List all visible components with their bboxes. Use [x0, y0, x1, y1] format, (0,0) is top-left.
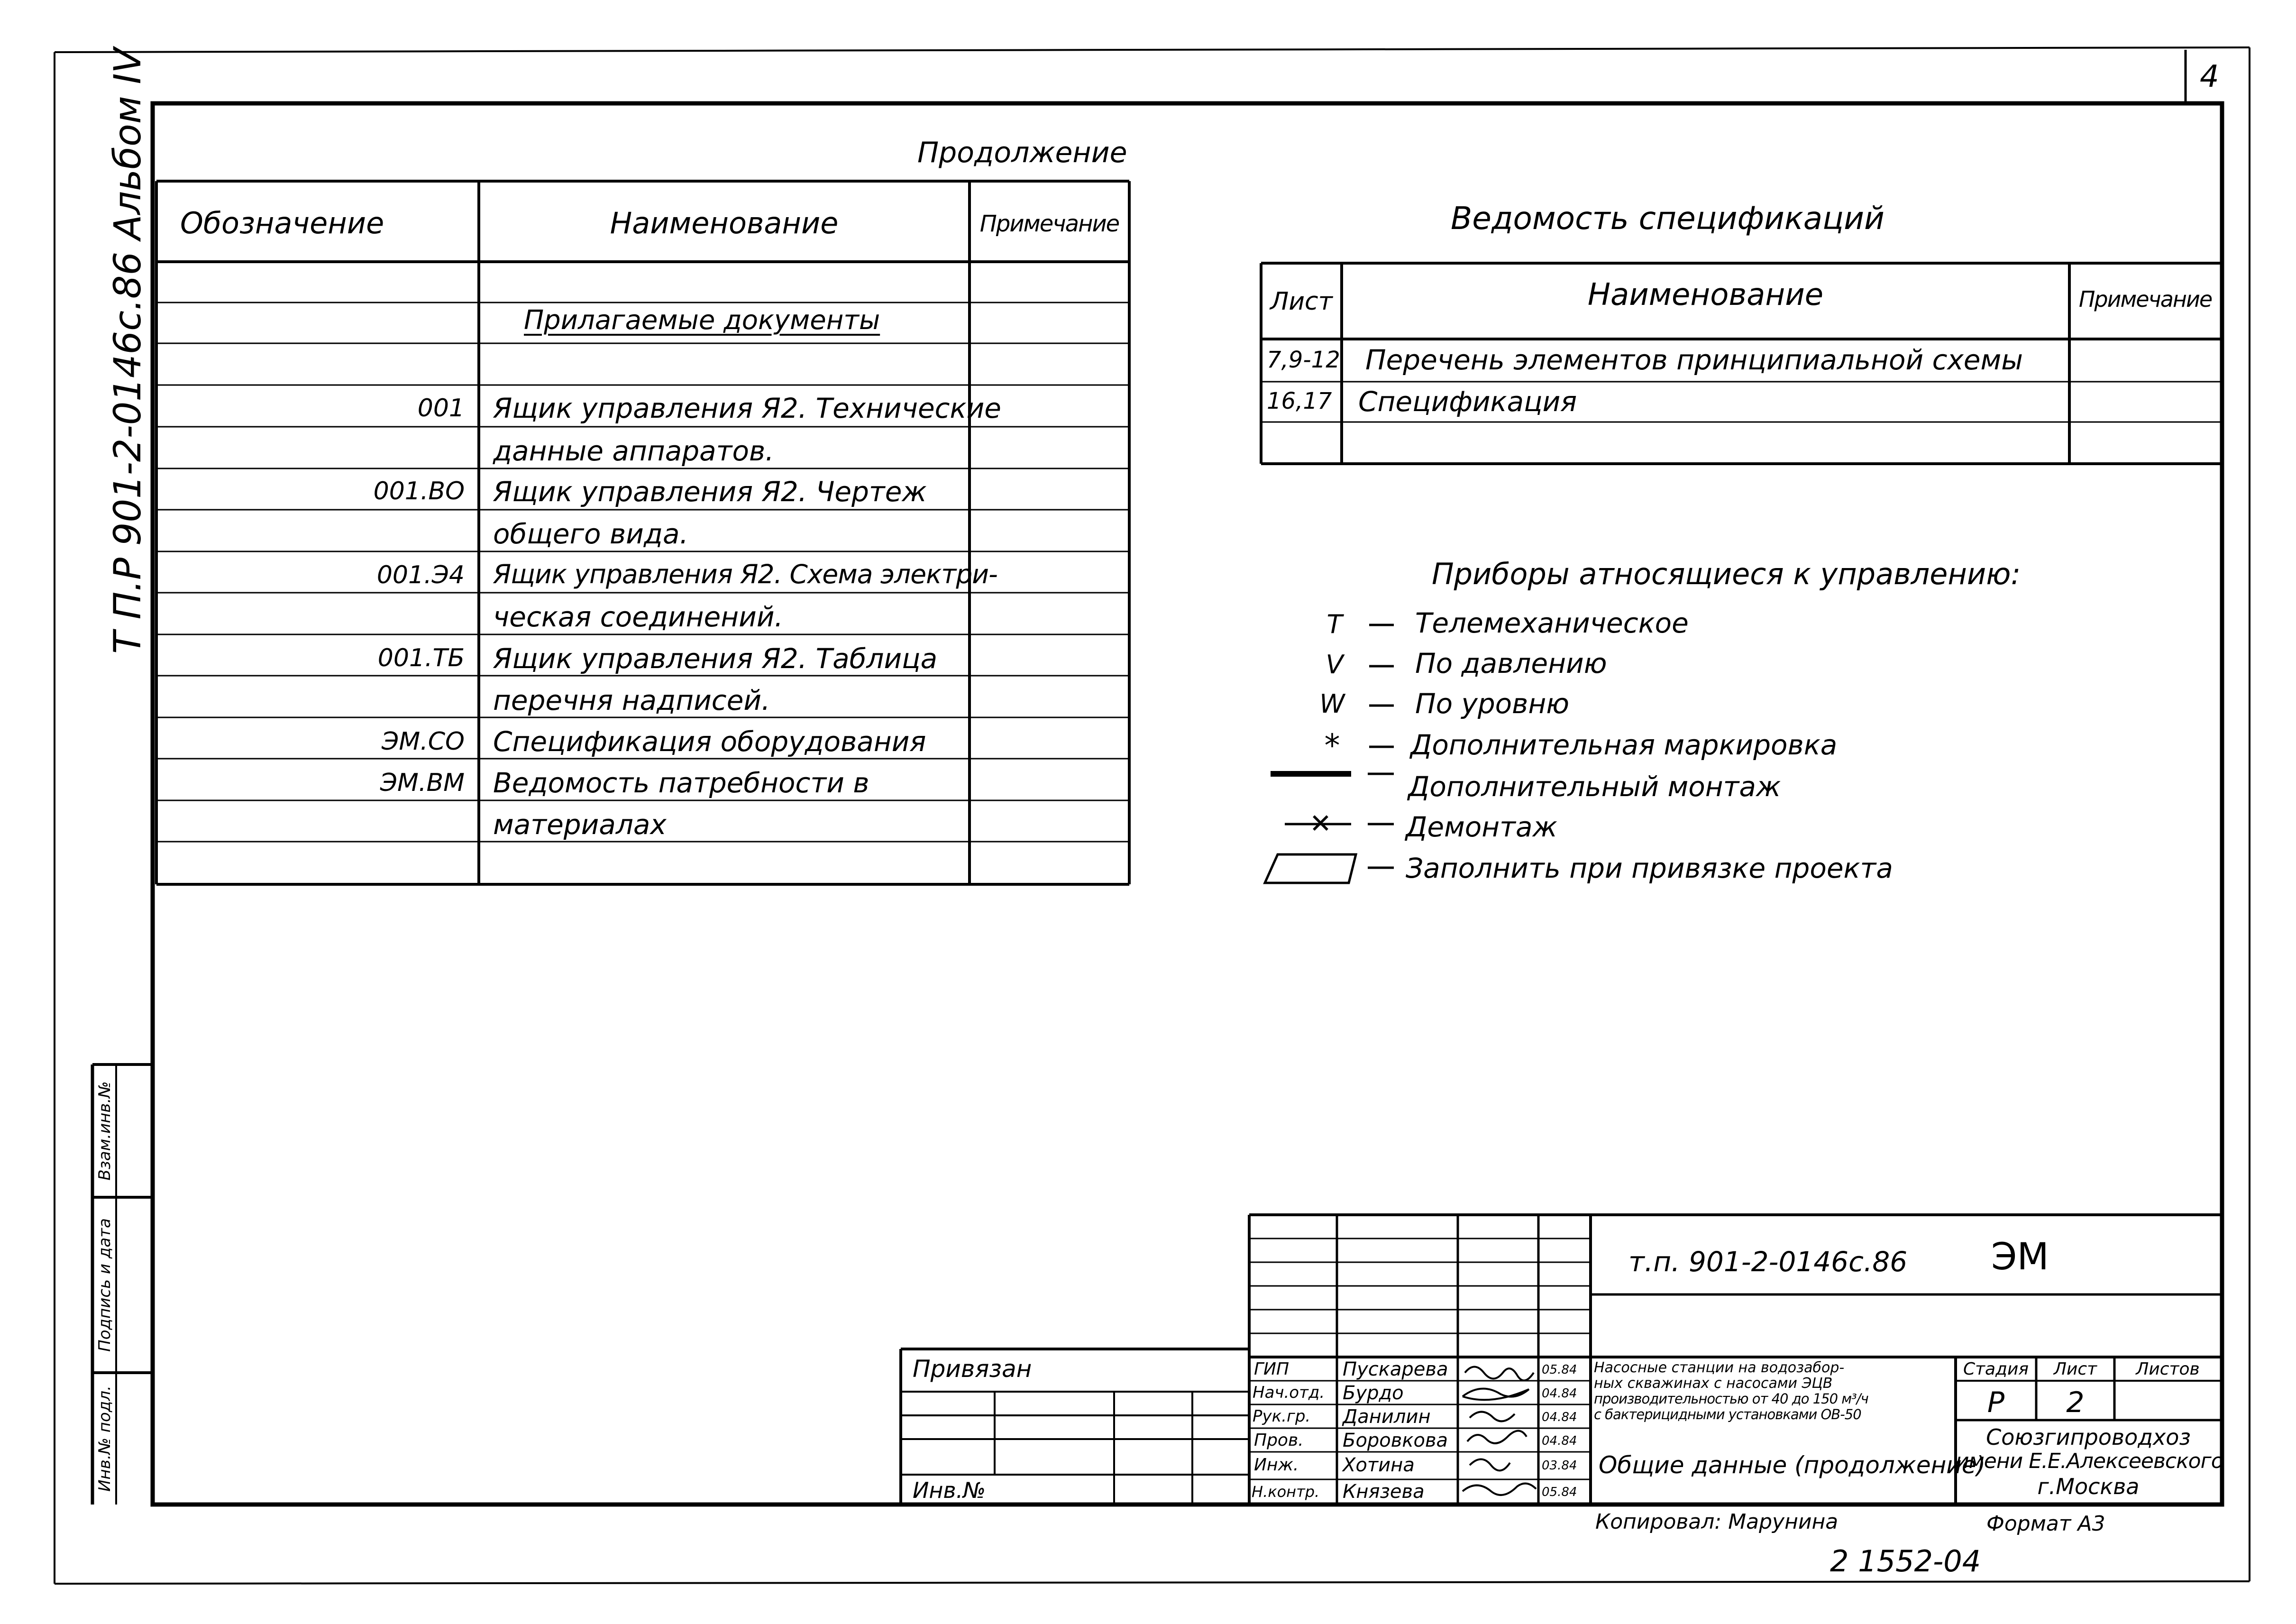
- spec-row-sheet: 16,17: [1267, 388, 1332, 414]
- role-label: Рук.гр.: [1253, 1407, 1311, 1426]
- legend-title: Приборы атносящиеся к управлению:: [1432, 557, 2021, 591]
- section-title: Прилагаемые документы: [524, 305, 880, 336]
- doc-name-line: общего вида.: [493, 518, 688, 550]
- sheet-number: 4: [2200, 59, 2219, 94]
- doc-code: 001.ТБ: [377, 644, 465, 672]
- sign-date: 04.84: [1542, 1410, 1577, 1424]
- legend-text: Дополнительная маркировка: [1410, 729, 1838, 761]
- inv-no-podl-label: Инв.№ подл.: [95, 1385, 114, 1492]
- col-header-note: Примечание: [979, 211, 1119, 237]
- legend-text: По уровню: [1415, 688, 1570, 720]
- project-code: т.п. 901-2-0146с.86: [1628, 1246, 1908, 1278]
- replaced-inv-label: Взам.инв.№: [95, 1081, 114, 1181]
- project-description-line: производительностью от 40 до 150 м³/ч: [1594, 1391, 1868, 1407]
- role-label: Инж.: [1254, 1455, 1299, 1475]
- doc-code: ЭМ.ВМ: [380, 769, 465, 797]
- sign-date: 05.84: [1542, 1485, 1577, 1499]
- doc-name-line: Ящик управления Я2. Таблица: [493, 642, 938, 675]
- spec-row-sheet: 7,9-12: [1267, 347, 1340, 373]
- legend-text: Заполнить при привязке проекта: [1406, 852, 1893, 884]
- archive-number: 2 1552-04: [1830, 1544, 1981, 1578]
- organization-line: имени Е.Е.Алексеевского: [1956, 1449, 2223, 1473]
- role-label: ГИП: [1254, 1359, 1290, 1379]
- col-header-designation: Обозначение: [180, 206, 384, 240]
- organization-line: Союзгипроводхоз: [1986, 1424, 2191, 1450]
- copied-by: Копировал: Марунина: [1595, 1510, 1839, 1534]
- sign-date: 03.84: [1542, 1459, 1577, 1473]
- sign-date: 04.84: [1542, 1434, 1577, 1448]
- legend-text: По давлению: [1415, 647, 1607, 679]
- sheets-label: Листов: [2136, 1359, 2200, 1379]
- person-name: Князева: [1343, 1481, 1425, 1503]
- section-code: ЭМ: [1991, 1236, 2049, 1278]
- person-name: Данилин: [1343, 1406, 1431, 1428]
- person-name: Бурдо: [1343, 1382, 1404, 1404]
- inv-no-label: Инв.№: [913, 1477, 986, 1503]
- legend-text: Дополнительный монтаж: [1408, 771, 1781, 803]
- doc-name-line: Ящик управления Я2. Технические: [493, 392, 1001, 424]
- doc-name-line: данные аппаратов.: [493, 435, 774, 467]
- doc-code: 001: [417, 394, 465, 422]
- paper-format: Формат А3: [1986, 1512, 2105, 1536]
- role-label: Нач.отд.: [1253, 1383, 1325, 1402]
- legend-text: Телемеханическое: [1415, 607, 1689, 639]
- legend-text: Демонтаж: [1406, 811, 1557, 843]
- doc-name-line: Ящик управления Я2. Чертеж: [493, 476, 927, 508]
- doc-code: ЭМ.СО: [382, 727, 465, 756]
- person-name: Хотина: [1343, 1454, 1415, 1476]
- sheet-title: Общие данные (продолжение): [1599, 1451, 1986, 1479]
- legend-symbol: V: [1326, 650, 1344, 679]
- spec-title: Ведомость спецификаций: [1451, 200, 1884, 237]
- doc-code: 001.ВО: [373, 477, 465, 505]
- doc-name-line: Ящик управления Я2. Схема электри-: [493, 559, 997, 589]
- project-description-line: Насосные станции на водозабор-: [1594, 1359, 1845, 1376]
- doc-name-line: перечня надписей.: [493, 684, 770, 716]
- doc-name-line: Спецификация оборудования: [493, 725, 926, 758]
- signature-marks: [1463, 1367, 1536, 1496]
- stage-label: Стадия: [1963, 1359, 2029, 1379]
- signature-date-label: Подпись и дата: [95, 1218, 114, 1352]
- spec-row-name: Перечень элементов принципиальной схемы: [1365, 344, 2023, 376]
- sign-date: 05.84: [1542, 1363, 1577, 1377]
- role-label: Н.контр.: [1252, 1483, 1320, 1501]
- stage-value: Р: [1987, 1386, 2005, 1419]
- spec-header-note: Примечание: [2078, 286, 2212, 312]
- spec-header-sheet: Лист: [1270, 287, 1333, 316]
- legend-symbol: *: [1324, 727, 1340, 764]
- album-designation: Т П.Р 901-2-0146с.86 Альбом IV: [107, 48, 149, 654]
- spec-row-name: Спецификация: [1358, 385, 1577, 418]
- sheet-value: 2: [2066, 1386, 2085, 1419]
- sign-date: 04.84: [1542, 1386, 1577, 1401]
- project-description-line: ных скважинах с насосами ЭЦВ: [1594, 1375, 1833, 1392]
- demolition-cross-icon: ✕: [1309, 808, 1332, 839]
- doc-code: 001.Э4: [376, 561, 465, 589]
- spec-header-name: Наименование: [1587, 277, 1824, 312]
- role-label: Пров.: [1254, 1431, 1304, 1450]
- doc-name-line: Ведомость патребности в: [493, 767, 869, 799]
- sheet-label: Лист: [2053, 1359, 2097, 1379]
- col-header-name: Наименование: [610, 206, 839, 240]
- legend-symbol: W: [1319, 689, 1345, 719]
- project-description-line: с бактерицидными установками ОВ-50: [1594, 1406, 1861, 1422]
- doc-name-line: материалах: [493, 808, 667, 841]
- person-name: Боровкова: [1343, 1430, 1448, 1451]
- person-name: Пускарева: [1343, 1358, 1448, 1380]
- privyazan-label: Привязан: [913, 1355, 1032, 1383]
- organization-line: г.Москва: [2037, 1474, 2140, 1499]
- doc-name-line: ческая соединений.: [493, 601, 783, 633]
- continuation-label: Продолжение: [917, 136, 1127, 169]
- legend-symbol: Т: [1326, 609, 1343, 639]
